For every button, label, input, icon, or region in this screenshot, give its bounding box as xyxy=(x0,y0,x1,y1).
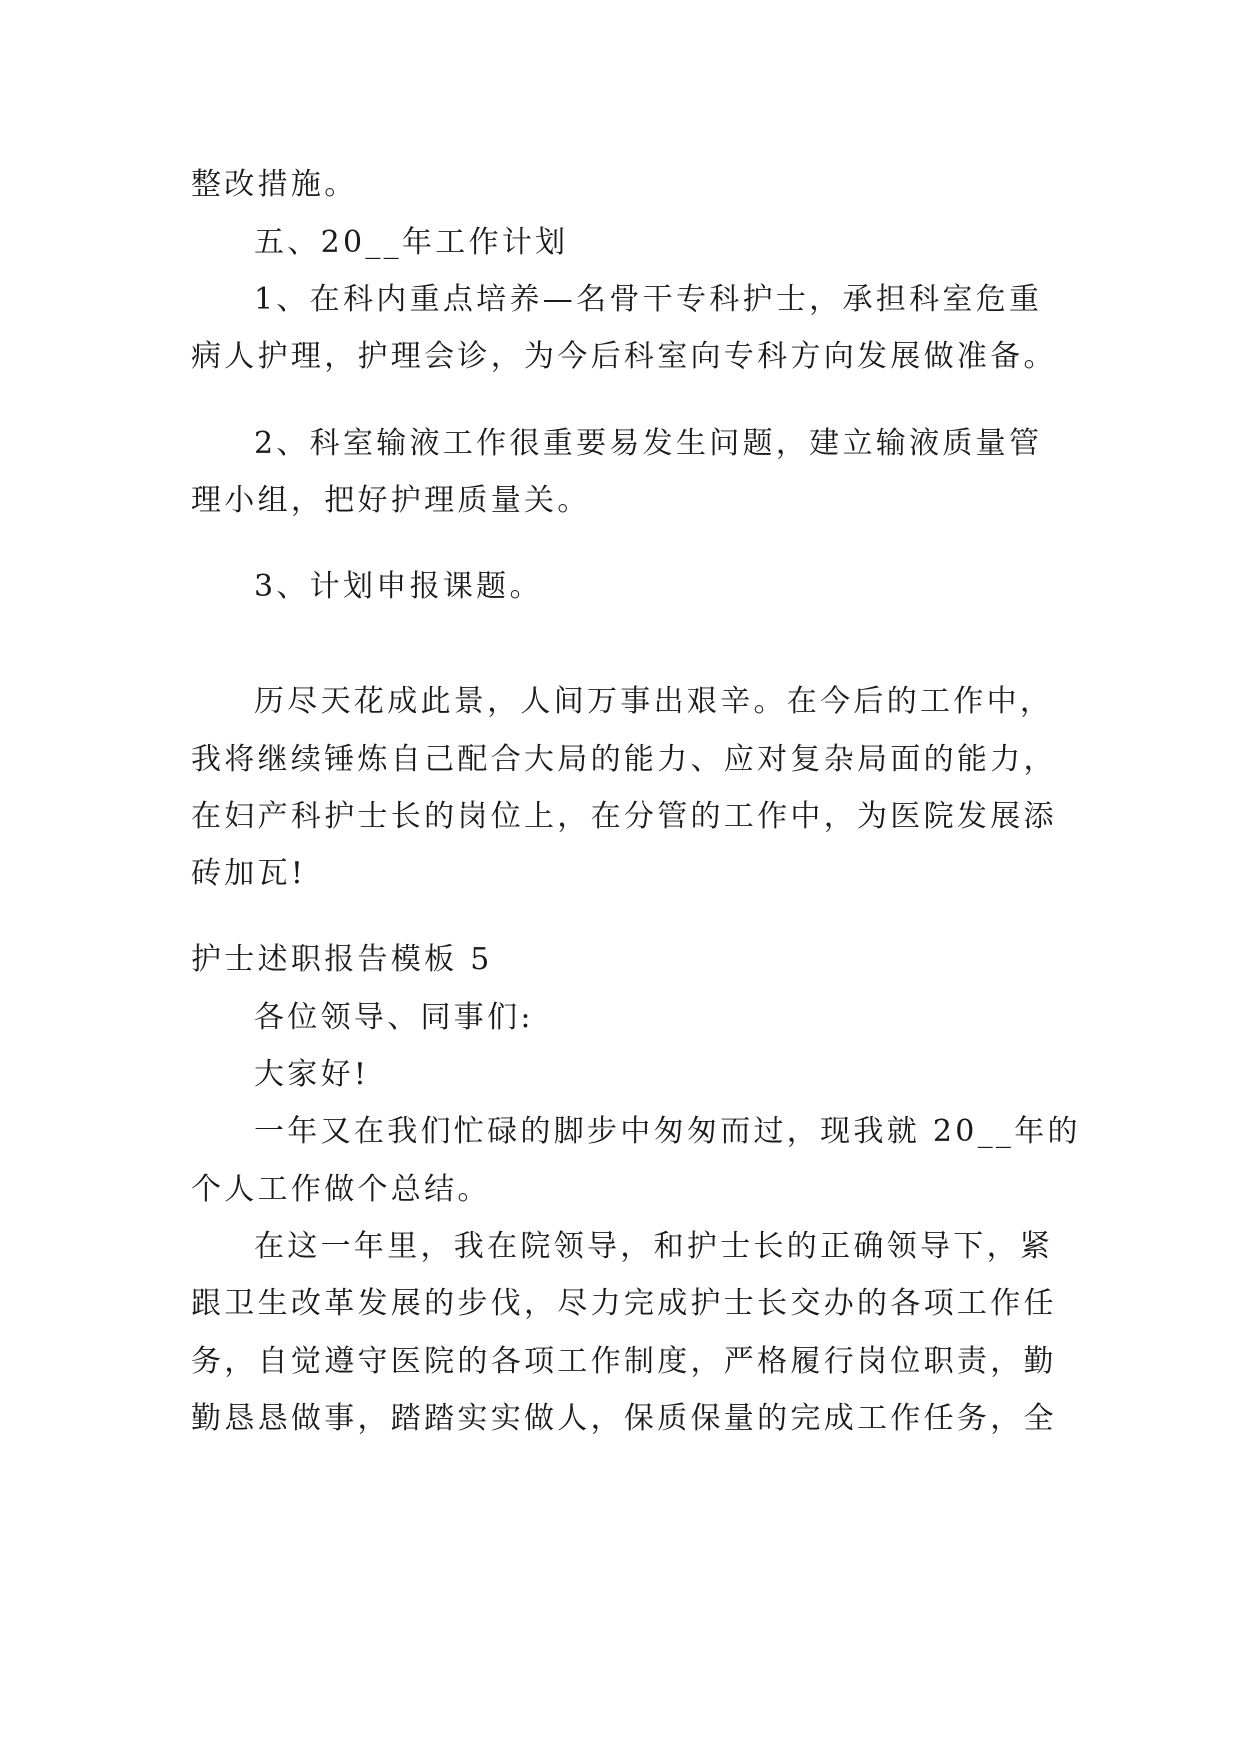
document-title: 护士述职报告模板 5 xyxy=(191,942,493,977)
paragraph-line: 个人工作做个总结。 xyxy=(191,1172,491,1207)
paragraph-line: 理小组，把好护理质量关。 xyxy=(191,483,591,518)
paragraph-line: 1、在科内重点培养—名骨干专科护士，承担科室危重 xyxy=(254,282,1043,317)
paragraph-line: 一年又在我们忙碌的脚步中匆匆而过，现我就 20__年的 xyxy=(254,1114,1081,1149)
salutation: 各位领导、同事们: xyxy=(254,1000,534,1035)
paragraph-line: 在妇产科护士长的岗位上，在分管的工作中，为医院发展添 xyxy=(191,799,1057,834)
paragraph-line: 病人护理，护理会诊，为今后科室向专科方向发展做准备。 xyxy=(191,339,1057,374)
greeting: 大家好! xyxy=(254,1057,370,1092)
paragraph-line: 历尽天花成此景，人间万事出艰辛。在今后的工作中， xyxy=(254,684,1054,719)
paragraph-line: 我将继续锤炼自己配合大局的能力、应对复杂局面的能力， xyxy=(191,742,1057,777)
paragraph-line: 在这一年里，我在院领导，和护士长的正确领导下，紧 xyxy=(254,1229,1054,1264)
paragraph-line: 2、科室输液工作很重要易发生问题，建立输液质量管 xyxy=(254,426,1043,461)
paragraph-line: 跟卫生改革发展的步伐，尽力完成护士长交办的各项工作任 xyxy=(191,1286,1057,1321)
paragraph-line: 勤恳恳做事，踏踏实实做人，保质保量的完成工作任务，全 xyxy=(191,1401,1057,1436)
section-heading: 五、20__年工作计划 xyxy=(254,225,569,260)
paragraph-line: 砖加瓦! xyxy=(191,856,307,891)
paragraph-line: 务，自觉遵守医院的各项工作制度，严格履行岗位职责，勤 xyxy=(191,1344,1057,1379)
paragraph-line: 整改措施。 xyxy=(191,167,358,202)
paragraph-line: 3、计划申报课题。 xyxy=(254,569,543,604)
